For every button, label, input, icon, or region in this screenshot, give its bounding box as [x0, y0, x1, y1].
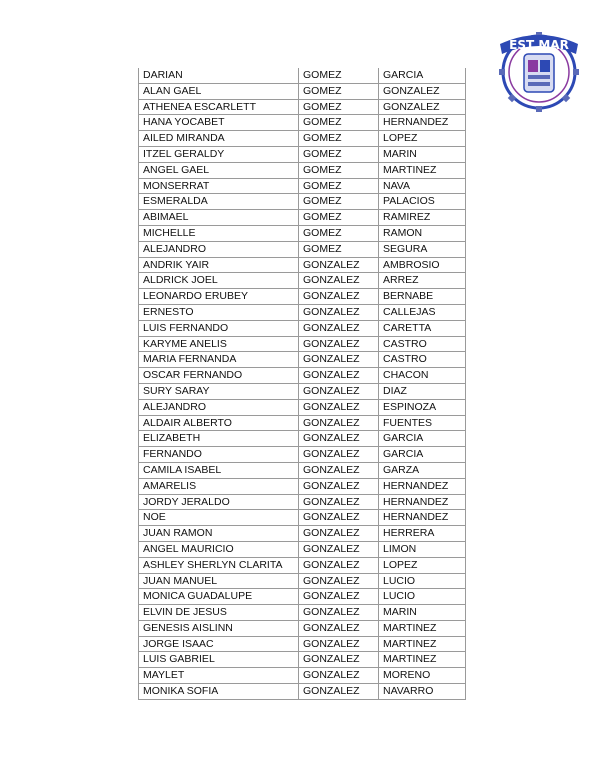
paternal-surname-cell: GONZALEZ — [299, 526, 379, 542]
maternal-surname-cell: LOPEZ — [379, 557, 466, 573]
first-name-cell: ESMERALDA — [139, 194, 299, 210]
first-name-cell: ERNESTO — [139, 304, 299, 320]
maternal-surname-cell: MARTINEZ — [379, 636, 466, 652]
paternal-surname-cell: GONZALEZ — [299, 684, 379, 700]
first-name-cell: MONIKA SOFIA — [139, 684, 299, 700]
maternal-surname-cell: LUCIO — [379, 573, 466, 589]
table-row — [139, 557, 466, 573]
table-row — [139, 415, 466, 431]
table-row — [139, 462, 466, 478]
maternal-surname-cell: ESPINOZA — [379, 399, 466, 415]
table-row — [139, 146, 466, 162]
table-row — [139, 605, 466, 621]
paternal-surname-cell: GOMEZ — [299, 210, 379, 226]
maternal-surname-cell: GONZALEZ — [379, 99, 466, 115]
first-name-cell: ALEJANDRO — [139, 399, 299, 415]
first-name-cell: ALDRICK JOEL — [139, 273, 299, 289]
paternal-surname-cell: GONZALEZ — [299, 415, 379, 431]
maternal-surname-cell: CALLEJAS — [379, 304, 466, 320]
table-row — [139, 541, 466, 557]
table-row — [139, 510, 466, 526]
paternal-surname-cell: GONZALEZ — [299, 368, 379, 384]
first-name-cell: JUAN RAMON — [139, 526, 299, 542]
first-name-cell: AILED MIRANDA — [139, 131, 299, 147]
maternal-surname-cell: PALACIOS — [379, 194, 466, 210]
maternal-surname-cell: CHACON — [379, 368, 466, 384]
first-name-cell: KARYME ANELIS — [139, 336, 299, 352]
table-row — [139, 573, 466, 589]
first-name-cell: MONICA GUADALUPE — [139, 589, 299, 605]
first-name-cell: ATHENEA ESCARLETT — [139, 99, 299, 115]
first-name-cell: ANGEL GAEL — [139, 162, 299, 178]
maternal-surname-cell: HERNANDEZ — [379, 478, 466, 494]
table-row — [139, 589, 466, 605]
paternal-surname-cell: GONZALEZ — [299, 605, 379, 621]
first-name-cell: SURY SARAY — [139, 383, 299, 399]
paternal-surname-cell: GONZALEZ — [299, 352, 379, 368]
maternal-surname-cell: NAVA — [379, 178, 466, 194]
maternal-surname-cell: RAMON — [379, 225, 466, 241]
maternal-surname-cell: MARIN — [379, 146, 466, 162]
first-name-cell: ELIZABETH — [139, 431, 299, 447]
table-row — [139, 273, 466, 289]
paternal-surname-cell: GOMEZ — [299, 194, 379, 210]
school-logo — [496, 24, 582, 114]
table-row — [139, 620, 466, 636]
paternal-surname-cell: GONZALEZ — [299, 431, 379, 447]
maternal-surname-cell: LIMON — [379, 541, 466, 557]
maternal-surname-cell: GARCIA — [379, 68, 466, 83]
first-name-cell: DARIAN — [139, 68, 299, 83]
first-name-cell: ALDAIR ALBERTO — [139, 415, 299, 431]
first-name-cell: CAMILA ISABEL — [139, 462, 299, 478]
table-row — [139, 336, 466, 352]
table-row — [139, 431, 466, 447]
table-row — [139, 131, 466, 147]
maternal-surname-cell: LOPEZ — [379, 131, 466, 147]
first-name-cell: LUIS GABRIEL — [139, 652, 299, 668]
paternal-surname-cell: GONZALEZ — [299, 573, 379, 589]
first-name-cell: ASHLEY SHERLYN CLARITA — [139, 557, 299, 573]
first-name-cell: OSCAR FERNANDO — [139, 368, 299, 384]
first-name-cell: ABIMAEL — [139, 210, 299, 226]
table-row — [139, 526, 466, 542]
first-name-cell: NOE — [139, 510, 299, 526]
paternal-surname-cell: GOMEZ — [299, 178, 379, 194]
paternal-surname-cell: GONZALEZ — [299, 447, 379, 463]
maternal-surname-cell: MARIN — [379, 605, 466, 621]
first-name-cell: MAYLET — [139, 668, 299, 684]
maternal-surname-cell: HERRERA — [379, 526, 466, 542]
maternal-surname-cell: GARCIA — [379, 431, 466, 447]
table-row — [139, 478, 466, 494]
table-row — [139, 320, 466, 336]
table-row — [139, 289, 466, 305]
paternal-surname-cell: GONZALEZ — [299, 478, 379, 494]
first-name-cell: HANA YOCABET — [139, 115, 299, 131]
maternal-surname-cell: SEGURA — [379, 241, 466, 257]
table-row — [139, 225, 466, 241]
paternal-surname-cell: GONZALEZ — [299, 494, 379, 510]
maternal-surname-cell: MARTINEZ — [379, 162, 466, 178]
paternal-surname-cell: GONZALEZ — [299, 304, 379, 320]
table-row — [139, 68, 466, 83]
maternal-surname-cell: AMBROSIO — [379, 257, 466, 273]
paternal-surname-cell: GONZALEZ — [299, 320, 379, 336]
paternal-surname-cell: GONZALEZ — [299, 510, 379, 526]
paternal-surname-cell: GONZALEZ — [299, 541, 379, 557]
school-crest-icon — [496, 24, 582, 114]
first-name-cell: LEONARDO ERUBEY — [139, 289, 299, 305]
paternal-surname-cell: GOMEZ — [299, 115, 379, 131]
table-row — [139, 368, 466, 384]
maternal-surname-cell: HERNANDEZ — [379, 494, 466, 510]
table-row — [139, 99, 466, 115]
paternal-surname-cell: GOMEZ — [299, 146, 379, 162]
maternal-surname-cell: GARCIA — [379, 447, 466, 463]
paternal-surname-cell: GONZALEZ — [299, 399, 379, 415]
roster-body — [139, 68, 466, 699]
maternal-surname-cell: NAVARRO — [379, 684, 466, 700]
paternal-surname-cell: GOMEZ — [299, 68, 379, 83]
maternal-surname-cell: MARTINEZ — [379, 652, 466, 668]
first-name-cell: FERNANDO — [139, 447, 299, 463]
first-name-cell: ALAN GAEL — [139, 83, 299, 99]
paternal-surname-cell: GONZALEZ — [299, 668, 379, 684]
paternal-surname-cell: GONZALEZ — [299, 652, 379, 668]
first-name-cell: ANGEL MAURICIO — [139, 541, 299, 557]
paternal-surname-cell: GOMEZ — [299, 241, 379, 257]
first-name-cell: JORDY JERALDO — [139, 494, 299, 510]
svg-text:EST MAR: EST MAR — [509, 38, 569, 52]
table-row — [139, 399, 466, 415]
first-name-cell: MONSERRAT — [139, 178, 299, 194]
paternal-surname-cell: GOMEZ — [299, 99, 379, 115]
table-row — [139, 668, 466, 684]
table-row — [139, 447, 466, 463]
table-row — [139, 115, 466, 131]
first-name-cell: GENESIS AISLINN — [139, 620, 299, 636]
table-row — [139, 241, 466, 257]
paternal-surname-cell: GONZALEZ — [299, 557, 379, 573]
table-row — [139, 178, 466, 194]
paternal-surname-cell: GOMEZ — [299, 131, 379, 147]
maternal-surname-cell: GONZALEZ — [379, 83, 466, 99]
paternal-surname-cell: GOMEZ — [299, 83, 379, 99]
maternal-surname-cell: MORENO — [379, 668, 466, 684]
paternal-surname-cell: GONZALEZ — [299, 620, 379, 636]
table-row — [139, 494, 466, 510]
first-name-cell: ELVIN DE JESUS — [139, 605, 299, 621]
first-name-cell: MICHELLE — [139, 225, 299, 241]
table-row — [139, 210, 466, 226]
first-name-cell: LUIS FERNANDO — [139, 320, 299, 336]
maternal-surname-cell: GARZA — [379, 462, 466, 478]
first-name-cell: AMARELIS — [139, 478, 299, 494]
paternal-surname-cell: GONZALEZ — [299, 383, 379, 399]
table-row — [139, 383, 466, 399]
paternal-surname-cell: GONZALEZ — [299, 589, 379, 605]
first-name-cell: JORGE ISAAC — [139, 636, 299, 652]
maternal-surname-cell: CARETTA — [379, 320, 466, 336]
first-name-cell: JUAN MANUEL — [139, 573, 299, 589]
table-row — [139, 636, 466, 652]
maternal-surname-cell: ARREZ — [379, 273, 466, 289]
paternal-surname-cell: GONZALEZ — [299, 336, 379, 352]
table-row — [139, 162, 466, 178]
maternal-surname-cell: HERNANDEZ — [379, 115, 466, 131]
paternal-surname-cell: GONZALEZ — [299, 289, 379, 305]
maternal-surname-cell: CASTRO — [379, 352, 466, 368]
first-name-cell: ALEJANDRO — [139, 241, 299, 257]
maternal-surname-cell: LUCIO — [379, 589, 466, 605]
maternal-surname-cell: DIAZ — [379, 383, 466, 399]
first-name-cell: ITZEL GERALDY — [139, 146, 299, 162]
paternal-surname-cell: GOMEZ — [299, 162, 379, 178]
table-row — [139, 304, 466, 320]
paternal-surname-cell: GONZALEZ — [299, 273, 379, 289]
table-row — [139, 194, 466, 210]
first-name-cell: ANDRIK YAIR — [139, 257, 299, 273]
table-row — [139, 83, 466, 99]
paternal-surname-cell: GONZALEZ — [299, 636, 379, 652]
maternal-surname-cell: CASTRO — [379, 336, 466, 352]
table-row — [139, 652, 466, 668]
maternal-surname-cell: HERNANDEZ — [379, 510, 466, 526]
paternal-surname-cell: GONZALEZ — [299, 462, 379, 478]
paternal-surname-cell: GONZALEZ — [299, 257, 379, 273]
table-row — [139, 257, 466, 273]
maternal-surname-cell: RAMIREZ — [379, 210, 466, 226]
maternal-surname-cell: BERNABE — [379, 289, 466, 305]
maternal-surname-cell: MARTINEZ — [379, 620, 466, 636]
student-roster-table — [138, 68, 466, 700]
maternal-surname-cell: FUENTES — [379, 415, 466, 431]
table-row — [139, 352, 466, 368]
table-row — [139, 684, 466, 700]
paternal-surname-cell: GOMEZ — [299, 225, 379, 241]
first-name-cell: MARIA FERNANDA — [139, 352, 299, 368]
